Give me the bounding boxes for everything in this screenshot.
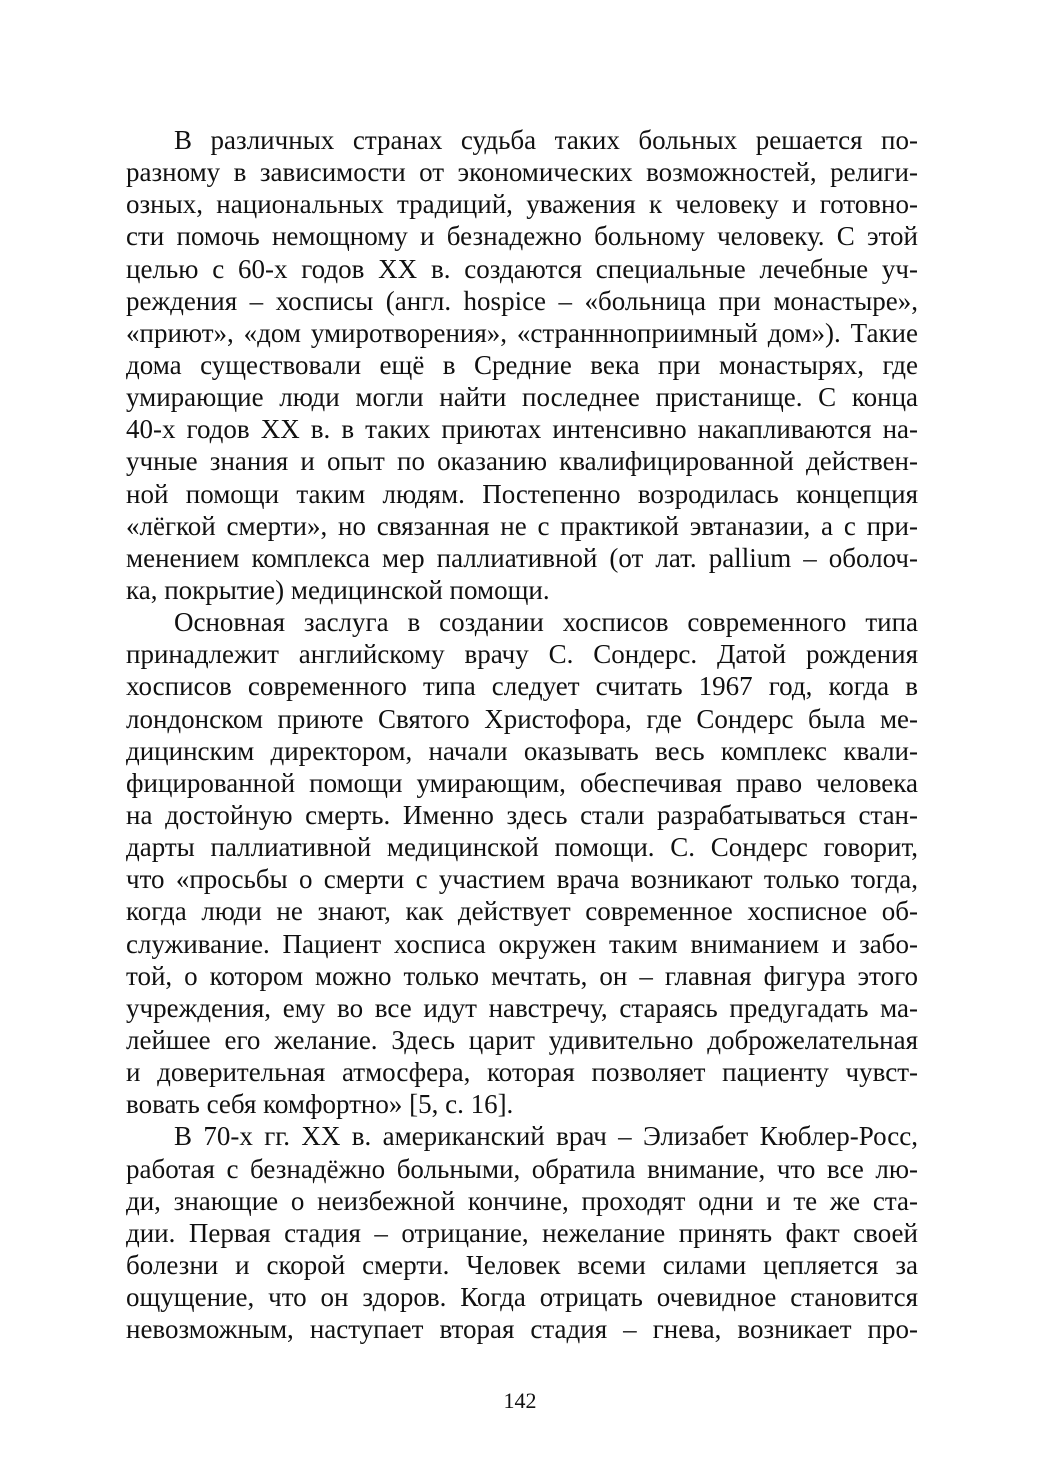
text-line: дома существовали ещё в Средние века при монастырях, где <box>126 349 918 380</box>
text-line: дицинским директором, начали оказывать весь комплекс квали- <box>126 735 918 766</box>
text-line: и доверительная атмосфера, которая позволяет пациенту чувст- <box>126 1057 918 1088</box>
text-line: В 70-х гг. XX в. американский врач – Элизабет Кюблер-Росс, <box>174 1121 918 1152</box>
text-line: на достойную смерть. Именно здесь стали разрабатываться стан- <box>126 799 918 830</box>
text-line: «лёгкой смерти», но связанная не с практикой эвтаназии, а с при- <box>126 510 918 541</box>
text-line: фицированной помощи умирающим, обеспечивая право человека <box>126 767 918 798</box>
text-line: вовать себя комфортно» [5, с. 16]. <box>126 1089 514 1120</box>
text-line: работая с безнадёжно больными, обратила внимание, что все лю- <box>126 1153 918 1184</box>
text-line: что «просьбы о смерти с участием врача возникают только тогда, <box>126 864 918 895</box>
text-line: лейшее его желание. Здесь царит удивительно доброжелательная <box>126 1024 918 1055</box>
text-line: разному в зависимости от экономических возможностей, религи- <box>126 157 918 188</box>
text-line: целью с 60-х годов XX в. создаются специальные лечебные уч- <box>126 253 918 284</box>
paragraph-3 <box>126 1120 918 1345</box>
text-line: дарты паллиативной медицинской помощи. С. Сондерс говорит, <box>126 832 918 863</box>
text-line: сти помочь немощному и безнадежно больному человеку. С этой <box>126 221 918 252</box>
text-line: Основная заслуга в создании хосписов современного типа <box>174 607 918 638</box>
text-line: болезни и скорой смерти. Человек всеми силами цепляется за <box>126 1249 918 1280</box>
document-body <box>126 124 918 1345</box>
text-line: когда люди не знают, как действует современное хосписное об- <box>126 896 918 927</box>
text-line: 40-х годов XX в. в таких приютах интенсивно накапливаются на- <box>126 414 918 445</box>
text-line: ной помощи таким людям. Постепенно возродилась концепция <box>126 478 918 509</box>
text-line: умирающие люди могли найти последнее пристанище. С конца <box>126 382 918 413</box>
text-line: дии. Первая стадия – отрицание, нежелание принять факт своей <box>126 1217 918 1248</box>
text-line: принадлежит английскому врачу С. Сондерс. Датой рождения <box>126 639 918 670</box>
text-line: ка, покрытие) медицинской помощи. <box>126 574 550 605</box>
text-line: учреждения, ему во все идут навстречу, стараясь предугадать ма- <box>126 992 918 1023</box>
text-line: учные знания и опыт по оказанию квалифицированной действен- <box>126 446 918 477</box>
text-line: невозможным, наступает вторая стадия – гнева, возникает про- <box>126 1314 918 1345</box>
text-line: служивание. Пациент хосписа окружен таким вниманием и забо- <box>126 928 918 959</box>
text-line: той, о котором можно только мечтать, он – главная фигура этого <box>126 960 918 991</box>
text-line: озных, национальных традиций, уважения к человеку и готовно- <box>126 189 918 220</box>
paragraph-1 <box>126 124 918 606</box>
paragraph-2 <box>126 606 918 1120</box>
page-number: 142 <box>503 1388 537 1413</box>
text-line: В различных странах судьба таких больных решается по- <box>174 125 918 155</box>
text-line: реждения – хосписы (англ. hospice – «больница при монастыре», <box>126 285 918 316</box>
text-line: менением комплекса мер паллиативной (от лат. pallium – оболоч- <box>126 542 918 573</box>
text-line: ди, знающие о неизбежной кончине, проходят одни и те же ста- <box>126 1185 918 1216</box>
text-line: лондонском приюте Святого Христофора, где Сондерс была ме- <box>126 703 918 734</box>
text-line: хосписов современного типа следует считать 1967 год, когда в <box>126 671 918 702</box>
text-line: «приют», «дом умиротворения», «страннноприимный дом»). Такие <box>126 317 918 348</box>
text-line: ощущение, что он здоров. Когда отрицать очевидное становится <box>126 1282 918 1313</box>
